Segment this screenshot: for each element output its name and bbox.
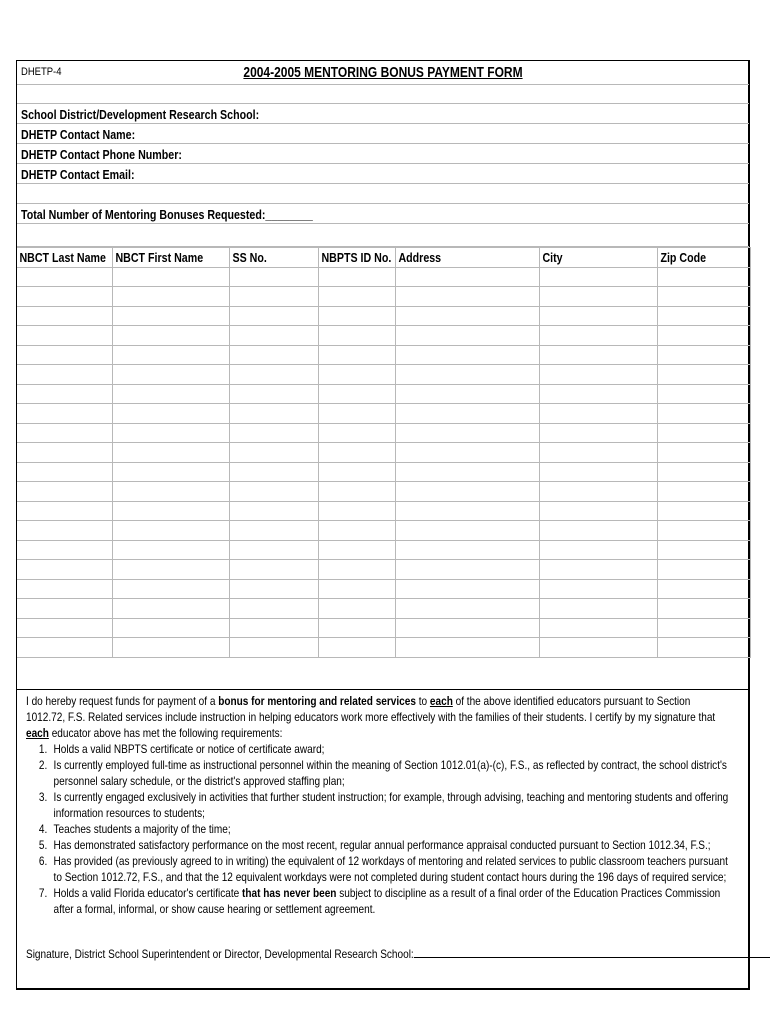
table-cell[interactable] bbox=[539, 501, 657, 521]
table-cell[interactable] bbox=[657, 443, 750, 463]
table-cell[interactable] bbox=[229, 501, 318, 521]
table-cell[interactable] bbox=[318, 443, 395, 463]
table-cell[interactable] bbox=[539, 306, 657, 326]
requirement-item: 2. Is currently employed full-time as instructional personnel within the meaning of Section 1012.01(a)-(c), F.S., as reflected by contract, the school district's personnel salary schedule, or the district's approved staffing plan; bbox=[50, 758, 731, 790]
table-cell[interactable] bbox=[539, 404, 657, 424]
col-ss-no: SS No. bbox=[229, 248, 318, 268]
table-cell[interactable] bbox=[17, 579, 112, 599]
table-cell[interactable] bbox=[657, 423, 750, 443]
table-cell[interactable] bbox=[657, 560, 750, 580]
table-cell[interactable] bbox=[539, 579, 657, 599]
col-nbpts-id: NBPTS ID No. bbox=[318, 248, 395, 268]
table-cell[interactable] bbox=[229, 423, 318, 443]
contact-email-label: DHETP Contact Email: bbox=[21, 167, 135, 182]
table-cell[interactable] bbox=[539, 482, 657, 502]
table-cell[interactable] bbox=[657, 638, 750, 658]
table-cell[interactable] bbox=[229, 638, 318, 658]
table-cell[interactable] bbox=[395, 638, 539, 658]
table-cell[interactable] bbox=[318, 365, 395, 385]
table-cell[interactable] bbox=[539, 560, 657, 580]
table-row bbox=[17, 287, 750, 307]
table-cell[interactable] bbox=[395, 404, 539, 424]
table-cell[interactable] bbox=[112, 638, 229, 658]
table-cell[interactable] bbox=[229, 267, 318, 287]
table-cell[interactable] bbox=[17, 599, 112, 619]
signature-label: Signature, District School Superintendent or Director, Developmental Research School: bbox=[26, 948, 414, 961]
table-cell[interactable] bbox=[657, 384, 750, 404]
table-row bbox=[17, 618, 750, 638]
table-row bbox=[17, 345, 750, 365]
form-header bbox=[17, 61, 749, 85]
table-cell[interactable] bbox=[229, 306, 318, 326]
table-cell[interactable] bbox=[17, 404, 112, 424]
table-row bbox=[17, 521, 750, 541]
mentoring-bonus-form bbox=[16, 60, 750, 990]
table-cell[interactable] bbox=[229, 521, 318, 541]
col-first-name: NBCT First Name bbox=[112, 248, 229, 268]
table-cell[interactable] bbox=[112, 423, 229, 443]
table-cell[interactable] bbox=[318, 267, 395, 287]
table-cell[interactable] bbox=[657, 306, 750, 326]
table-cell[interactable] bbox=[17, 384, 112, 404]
table-cell[interactable] bbox=[318, 423, 395, 443]
table-header-row bbox=[17, 248, 750, 268]
table-cell[interactable] bbox=[657, 345, 750, 365]
table-cell[interactable] bbox=[539, 287, 657, 307]
table-cell[interactable] bbox=[112, 404, 229, 424]
table-cell[interactable] bbox=[395, 345, 539, 365]
table-cell[interactable] bbox=[112, 599, 229, 619]
table-cell[interactable] bbox=[112, 345, 229, 365]
table-row bbox=[17, 306, 750, 326]
table-cell[interactable] bbox=[318, 482, 395, 502]
table-cell[interactable] bbox=[539, 599, 657, 619]
table-row bbox=[17, 423, 750, 443]
table-cell[interactable] bbox=[395, 599, 539, 619]
table-cell[interactable] bbox=[112, 267, 229, 287]
table-cell[interactable] bbox=[17, 423, 112, 443]
requirement-item: 6. Has provided (as previously agreed to in writing) the equivalent of 12 workdays of mentoring and related services to public classroom teachers pursuant to Section 1012.72, F.S., and that the 12 equivalent workdays were not completed during student contact hours during the 196 days of required service; bbox=[50, 854, 731, 886]
table-cell[interactable] bbox=[112, 521, 229, 541]
table-cell[interactable] bbox=[318, 560, 395, 580]
certification-text bbox=[26, 694, 731, 918]
signature-field[interactable] bbox=[26, 946, 770, 961]
educator-table bbox=[17, 247, 751, 658]
table-row bbox=[17, 326, 750, 346]
table-cell[interactable] bbox=[318, 579, 395, 599]
table-cell[interactable] bbox=[112, 443, 229, 463]
table-cell[interactable] bbox=[17, 365, 112, 385]
table-cell[interactable] bbox=[395, 306, 539, 326]
table-cell[interactable] bbox=[318, 404, 395, 424]
certification-section bbox=[17, 689, 749, 961]
table-cell[interactable] bbox=[318, 462, 395, 482]
table-cell[interactable] bbox=[112, 462, 229, 482]
table-cell[interactable] bbox=[539, 443, 657, 463]
table-cell[interactable] bbox=[395, 365, 539, 385]
col-address: Address bbox=[395, 248, 539, 268]
table-cell[interactable] bbox=[539, 326, 657, 346]
signature-line[interactable] bbox=[414, 946, 770, 958]
certification-intro: I do hereby request funds for payment of a bonus for mentoring and related services to each of the above identified educators pursuant to Section 1012.72, F.S. Related services include instruction in helping educators work more effectively with the families of their students. I certify by my signature that each educator above has met the following requirements: bbox=[26, 695, 716, 740]
table-cell[interactable] bbox=[657, 482, 750, 502]
table-cell[interactable] bbox=[539, 521, 657, 541]
table-cell[interactable] bbox=[17, 443, 112, 463]
table-cell[interactable] bbox=[112, 384, 229, 404]
table-cell[interactable] bbox=[229, 482, 318, 502]
table-cell[interactable] bbox=[539, 462, 657, 482]
table-cell[interactable] bbox=[318, 599, 395, 619]
table-row bbox=[17, 267, 750, 287]
table-row bbox=[17, 482, 750, 502]
table-row bbox=[17, 501, 750, 521]
table-cell[interactable] bbox=[17, 482, 112, 502]
table-cell[interactable] bbox=[229, 326, 318, 346]
table-cell[interactable] bbox=[229, 404, 318, 424]
table-cell[interactable] bbox=[539, 345, 657, 365]
blank-line bbox=[17, 184, 749, 204]
contact-name-label: DHETP Contact Name: bbox=[21, 127, 136, 142]
table-cell[interactable] bbox=[17, 267, 112, 287]
table-cell[interactable] bbox=[112, 560, 229, 580]
table-cell[interactable] bbox=[395, 443, 539, 463]
table-cell[interactable] bbox=[657, 326, 750, 346]
table-cell[interactable] bbox=[657, 462, 750, 482]
table-cell[interactable] bbox=[318, 638, 395, 658]
table-cell[interactable] bbox=[17, 638, 112, 658]
table-cell[interactable] bbox=[229, 345, 318, 365]
table-cell[interactable] bbox=[229, 443, 318, 463]
table-row bbox=[17, 579, 750, 599]
table-row bbox=[17, 462, 750, 482]
table-cell[interactable] bbox=[229, 365, 318, 385]
requirements-list bbox=[26, 742, 731, 918]
blank-line bbox=[17, 224, 749, 247]
table-cell[interactable] bbox=[395, 267, 539, 287]
table-cell[interactable] bbox=[229, 560, 318, 580]
total-bonuses-field[interactable] bbox=[17, 204, 749, 224]
table-cell[interactable] bbox=[112, 501, 229, 521]
table-cell[interactable] bbox=[539, 365, 657, 385]
table-cell[interactable] bbox=[657, 287, 750, 307]
table-cell[interactable] bbox=[229, 384, 318, 404]
table-row bbox=[17, 638, 750, 658]
table-cell[interactable] bbox=[395, 462, 539, 482]
table-cell[interactable] bbox=[539, 267, 657, 287]
table-cell[interactable] bbox=[539, 618, 657, 638]
requirement-item: 1. Holds a valid NBPTS certificate or notice of certificate award; bbox=[50, 742, 731, 758]
table-cell[interactable] bbox=[395, 579, 539, 599]
table-cell[interactable] bbox=[112, 365, 229, 385]
table-cell[interactable] bbox=[17, 521, 112, 541]
table-cell[interactable] bbox=[657, 618, 750, 638]
table-cell[interactable] bbox=[318, 540, 395, 560]
table-cell[interactable] bbox=[112, 579, 229, 599]
requirement-item: 5. Has demonstrated satisfactory performance on the most recent, regular annual performance appraisal conducted pursuant to Section 1012.34, F.S.; bbox=[50, 838, 731, 854]
table-cell[interactable] bbox=[112, 326, 229, 346]
table-cell[interactable] bbox=[229, 618, 318, 638]
form-title: 2004-2005 MENTORING BONUS PAYMENT FORM bbox=[243, 64, 523, 81]
district-label: School District/Development Research School: bbox=[21, 107, 260, 122]
table-cell[interactable] bbox=[395, 521, 539, 541]
table-cell[interactable] bbox=[229, 579, 318, 599]
requirement-item: 7. Holds a valid Florida educator's certificate that has never been subject to discipline as a result of a final order of the Education Practices Commission after a formal, informal, or show cause hearing or settlement agreement. bbox=[50, 886, 731, 918]
col-last-name: NBCT Last Name bbox=[17, 248, 112, 268]
table-cell[interactable] bbox=[395, 287, 539, 307]
table-cell[interactable] bbox=[229, 540, 318, 560]
table-cell[interactable] bbox=[112, 306, 229, 326]
col-city: City bbox=[539, 248, 657, 268]
table-cell[interactable] bbox=[395, 540, 539, 560]
table-cell[interactable] bbox=[318, 326, 395, 346]
requirement-item: 3. Is currently engaged exclusively in activities that further student instruction; for example, through advising, teaching and mentoring students and offering information resources to students; bbox=[50, 790, 731, 822]
form-code: DHETP-4 bbox=[21, 66, 62, 78]
table-cell[interactable] bbox=[318, 618, 395, 638]
blank-line bbox=[17, 84, 749, 104]
contact-email-field[interactable] bbox=[17, 164, 749, 184]
table-cell[interactable] bbox=[657, 404, 750, 424]
table-cell[interactable] bbox=[539, 423, 657, 443]
table-cell[interactable] bbox=[17, 306, 112, 326]
table-cell[interactable] bbox=[395, 482, 539, 502]
table-cell[interactable] bbox=[657, 579, 750, 599]
table-cell[interactable] bbox=[112, 618, 229, 638]
district-field[interactable] bbox=[17, 104, 749, 124]
table-cell[interactable] bbox=[17, 540, 112, 560]
table-cell[interactable] bbox=[17, 560, 112, 580]
table-cell[interactable] bbox=[229, 287, 318, 307]
table-cell[interactable] bbox=[539, 638, 657, 658]
table-cell[interactable] bbox=[112, 540, 229, 560]
table-cell[interactable] bbox=[395, 384, 539, 404]
contact-name-field[interactable] bbox=[17, 124, 749, 144]
table-cell[interactable] bbox=[17, 501, 112, 521]
table-row bbox=[17, 384, 750, 404]
table-row bbox=[17, 540, 750, 560]
table-cell[interactable] bbox=[657, 599, 750, 619]
table-cell[interactable] bbox=[318, 306, 395, 326]
col-zip-code: Zip Code bbox=[657, 248, 750, 268]
table-cell[interactable] bbox=[112, 287, 229, 307]
table-row bbox=[17, 443, 750, 463]
table-cell[interactable] bbox=[539, 384, 657, 404]
table-cell[interactable] bbox=[112, 482, 229, 502]
requirement-item: 4. Teaches students a majority of the time; bbox=[50, 822, 731, 838]
table-cell[interactable] bbox=[229, 462, 318, 482]
table-cell[interactable] bbox=[318, 501, 395, 521]
contact-phone-label: DHETP Contact Phone Number: bbox=[21, 147, 182, 162]
table-cell[interactable] bbox=[395, 326, 539, 346]
table-cell[interactable] bbox=[657, 267, 750, 287]
table-cell[interactable] bbox=[17, 287, 112, 307]
total-bonuses-label: Total Number of Mentoring Bonuses Requested:________ bbox=[21, 207, 313, 222]
table-cell[interactable] bbox=[17, 326, 112, 346]
table-cell[interactable] bbox=[395, 423, 539, 443]
table-cell[interactable] bbox=[17, 345, 112, 365]
table-row bbox=[17, 560, 750, 580]
table-cell[interactable] bbox=[318, 287, 395, 307]
table-row bbox=[17, 599, 750, 619]
table-cell[interactable] bbox=[539, 540, 657, 560]
table-cell[interactable] bbox=[318, 521, 395, 541]
table-cell[interactable] bbox=[657, 540, 750, 560]
table-cell[interactable] bbox=[229, 599, 318, 619]
table-row bbox=[17, 365, 750, 385]
table-cell[interactable] bbox=[395, 501, 539, 521]
table-cell[interactable] bbox=[17, 462, 112, 482]
table-cell[interactable] bbox=[657, 365, 750, 385]
table-cell[interactable] bbox=[657, 521, 750, 541]
table-cell[interactable] bbox=[395, 560, 539, 580]
table-row bbox=[17, 404, 750, 424]
contact-phone-field[interactable] bbox=[17, 144, 749, 164]
table-cell[interactable] bbox=[318, 345, 395, 365]
table-cell[interactable] bbox=[17, 618, 112, 638]
table-cell[interactable] bbox=[657, 501, 750, 521]
table-cell[interactable] bbox=[395, 618, 539, 638]
table-cell[interactable] bbox=[318, 384, 395, 404]
